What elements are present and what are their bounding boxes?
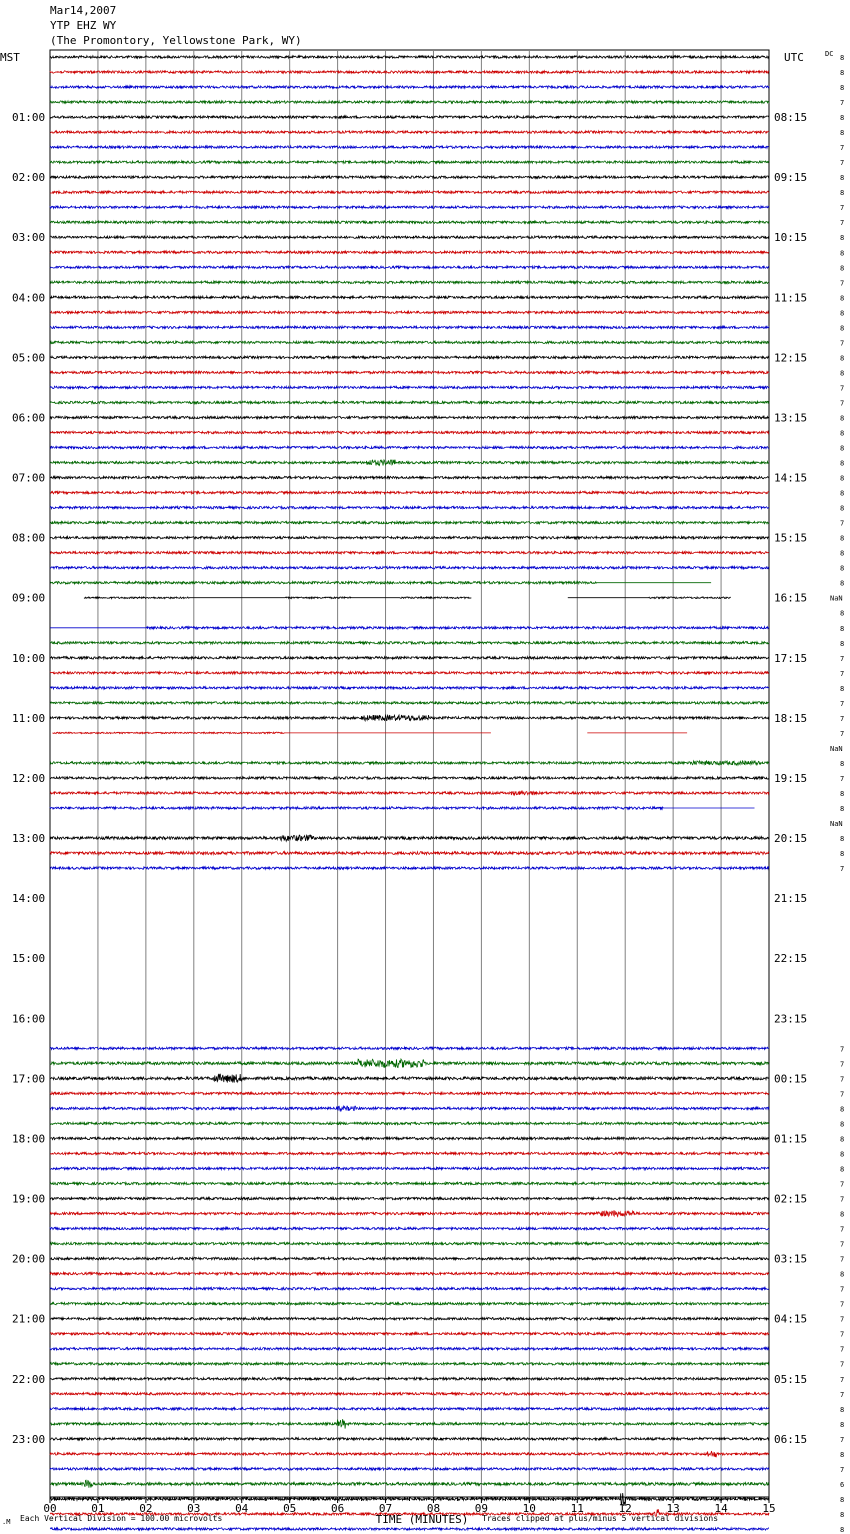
mst-hour-label: 20:00 [12,1252,46,1266]
trace-scale-code: 8 [840,249,845,258]
trace-scale-code: 8 [840,309,845,318]
trace-scale-code: 7 [840,1300,845,1309]
x-tick-label: 06 [330,1502,345,1515]
mst-hour-label: 03:00 [12,231,46,245]
trace-scale-code: 8 [840,835,845,843]
mst-hour-label: 16:00 [12,1012,46,1026]
mst-hour-label: 01:00 [12,111,46,125]
trace-scale-code: 7 [840,159,845,168]
utc-hour-label: 19:15 [774,772,808,785]
trace-line [50,266,769,268]
utc-hour-label: 13:15 [774,411,808,425]
mst-hour-label: 19:00 [12,1192,46,1206]
trace-scale-code: 7 [840,1360,845,1369]
x-tick-label: 13 [666,1502,680,1515]
trace-line [50,1227,769,1229]
trace-line [50,807,769,809]
trace-line [50,161,769,163]
trace-scale-code: 8 [840,639,845,648]
trace-line [50,1408,769,1410]
mst-hour-label: 12:00 [12,772,46,785]
vertical-division-note: Each Vertical Division = 100.00 microvolts [20,1514,223,1523]
trace-line [50,1528,769,1530]
trace-scale-code: 8 [840,684,845,693]
trace-line [50,867,769,869]
trace-scale-code: 8 [840,129,845,138]
trace-line [50,491,769,493]
x-tick-label: 03 [187,1502,201,1515]
trace-scale-code: 8 [840,579,845,588]
mst-axis-label: MST [0,51,20,64]
trace-line [50,191,769,193]
trace-line [50,71,769,73]
trace-line [50,341,769,343]
trace-line [50,1167,769,1169]
utc-hour-label: 10:15 [774,231,808,245]
trace-line [53,732,770,733]
trace-scale-code: 7 [840,669,845,678]
trace-line [50,1287,769,1289]
trace-line [50,446,769,448]
trace-scale-code: 8 [840,534,845,543]
trace-scale-code: NaN [830,820,843,828]
mst-hour-label: 14:00 [12,892,46,906]
trace-line [50,1047,769,1049]
dc-code-label: DC [825,50,834,58]
mst-hour-label: 04:00 [12,291,46,305]
utc-hour-label: 03:15 [774,1252,808,1266]
trace-scale-code: 8 [840,549,845,558]
trace-scale-code: 7 [840,1390,845,1399]
trace-line [50,176,769,178]
mst-hour-label: 11:00 [12,711,46,725]
x-tick-label: 02 [139,1502,153,1515]
utc-hour-label: 01:15 [774,1132,808,1146]
trace-scale-code: 8 [840,504,845,513]
trace-line [50,326,769,328]
x-tick-label: 07 [378,1502,393,1515]
trace-line [50,1438,769,1440]
trace-scale-code: 8 [840,174,845,183]
trace-scale-code: 7 [840,384,845,393]
utc-hour-label: 20:15 [774,832,808,845]
trace-scale-code: 8 [840,1510,845,1519]
trace-scale-code: 8 [840,369,845,378]
trace-line [50,56,769,58]
trace-line [50,206,769,208]
trace-scale-code: 8 [840,1450,845,1459]
utc-axis-label: UTC [784,51,804,64]
x-tick-label: 05 [283,1502,297,1515]
trace-scale-code: 8 [840,609,845,618]
trace-scale-code: 8 [840,1405,845,1414]
trace-scale-code: 8 [840,564,845,573]
utc-hour-label: 16:15 [774,591,808,605]
trace-line [50,1480,769,1488]
trace-scale-code: 8 [840,1165,845,1174]
trace-line [50,476,769,478]
trace-line [50,1137,769,1139]
trace-scale-code: 8 [840,1135,845,1144]
x-tick-label: 08 [426,1502,441,1515]
x-axis-label: TIME (MINUTES) [375,1513,469,1526]
trace-scale-code: 8 [840,414,845,423]
trace-line [50,567,769,569]
trace-line [50,1074,769,1083]
trace-scale-code: 8 [840,189,845,198]
trace-line [84,597,769,599]
trace-scale-code: 8 [840,759,845,768]
trace-scale-code: 8 [840,84,845,92]
trace-scale-code: 7 [840,1060,845,1069]
mst-hour-label: 18:00 [12,1132,46,1146]
trace-scale-code: 7 [840,865,845,874]
trace-scale-code: 7 [840,144,845,153]
trace-line [50,281,769,283]
trace-line [50,687,769,689]
trace-line [50,536,769,538]
mst-hour-label: 06:00 [12,411,46,425]
trace-scale-code: 7 [840,279,845,288]
utc-hour-label: 18:15 [774,711,808,725]
utc-hour-label: 12:15 [774,351,808,365]
mst-hour-label: 05:00 [12,351,46,365]
mst-hour-label: 17:00 [12,1072,46,1086]
trace-scale-code: 8 [840,790,845,798]
trace-line [50,416,769,418]
trace-scale-code: 7 [840,219,845,228]
trace-scale-code: 8 [840,324,845,333]
trace-scale-code: 7 [840,654,845,663]
trace-scale-code: 8 [840,474,845,483]
trace-scale-code: 8 [840,489,845,498]
trace-line [50,386,769,388]
trace-scale-code: NaN [830,744,843,753]
trace-scale-code: 7 [840,339,845,348]
x-tick-label: 11 [570,1502,584,1515]
trace-line [50,356,769,358]
mst-hour-label: 02:00 [12,171,46,185]
trace-scale-code: 7 [840,99,845,108]
corner-mark: .M [2,1518,11,1526]
trace-line [50,702,769,704]
trace-line [50,506,769,508]
trace-line [50,1363,769,1365]
trace-line [50,715,769,721]
trace-line [50,627,769,629]
trace-line [50,1197,769,1199]
mst-hour-label: 21:00 [12,1312,46,1326]
trace-scale-code: 8 [840,1105,845,1114]
x-tick-label: 10 [522,1502,536,1515]
trace-line [50,1468,769,1470]
mst-hour-label: 13:00 [12,832,46,845]
trace-scale-code: 7 [840,1075,845,1084]
trace-scale-code: 8 [840,1150,845,1159]
trace-scale-code: 8 [840,264,845,273]
trace-line [50,1059,769,1068]
trace-scale-code: 8 [840,624,845,633]
utc-hour-label: 22:15 [774,952,808,966]
trace-scale-code: 7 [840,699,845,708]
mst-hour-label: 10:00 [12,651,46,665]
trace-line [50,1451,769,1457]
trace-line [50,1333,769,1335]
trace-line [50,296,769,298]
trace-scale-code: 8 [840,805,845,813]
trace-scale-code: 8 [840,429,845,438]
x-tick-label: 14 [714,1502,728,1515]
trace-scale-code: 7 [840,1045,845,1054]
mst-hour-label: 22:00 [12,1372,46,1386]
mst-hour-label: 07:00 [12,471,46,485]
trace-line [50,1211,769,1217]
trace-scale-code: 6 [840,1480,845,1489]
trace-line [50,761,769,765]
trace-scale-code: 7 [840,519,845,528]
trace-scale-code: 8 [840,1270,845,1279]
utc-hour-label: 08:15 [774,111,808,125]
trace-line [50,431,769,433]
trace-scale-code: 8 [840,1210,845,1219]
trace-scale-code: 7 [840,399,845,408]
trace-line [50,251,769,253]
trace-line [50,1122,769,1124]
utc-hour-label: 15:15 [774,531,808,545]
trace-scale-code: 7 [840,714,845,723]
trace-line [50,460,769,466]
trace-scale-code: 7 [840,1465,845,1474]
location-label: (The Promontory, Yellowstone Park, WY) [50,34,302,47]
x-tick-label: 15 [762,1502,776,1515]
x-tick-label: 01 [91,1502,105,1515]
mst-hour-label: 08:00 [12,531,46,545]
trace-scale-code: 8 [840,114,845,123]
trace-line [50,1092,769,1094]
trace-scale-code: 8 [840,1526,845,1534]
trace-line [50,101,769,103]
trace-scale-code: 7 [840,1240,845,1249]
trace-line [50,371,769,373]
utc-hour-label: 06:15 [774,1432,808,1446]
trace-scale-code: 7 [840,204,845,213]
utc-hour-label: 09:15 [774,171,808,185]
trace-line [50,116,769,118]
trace-line [50,642,769,644]
mst-hour-label: 09:00 [12,591,46,605]
trace-line [50,401,769,403]
utc-hour-label: 04:15 [774,1312,808,1326]
trace-line [50,1378,769,1380]
trace-scale-code: 8 [840,1420,845,1429]
utc-hour-label: 17:15 [774,651,808,665]
trace-scale-code: 8 [840,234,845,243]
trace-scale-code: 8 [840,294,845,303]
utc-hour-label: 05:15 [774,1372,808,1386]
trace-scale-code: 7 [840,1330,845,1339]
trace-scale-code: 7 [840,775,845,783]
trace-line [50,791,769,795]
trace-line [50,1182,769,1184]
trace-line [50,777,769,779]
trace-scale-code: 7 [840,1225,845,1234]
trace-line [50,1393,769,1395]
trace-line [50,131,769,133]
trace-scale-code: 7 [840,1255,845,1264]
trace-line [50,221,769,223]
trace-scale-code: 8 [840,459,845,468]
utc-hour-label: 00:15 [774,1072,808,1086]
x-tick-label: 12 [618,1502,632,1515]
trace-scale-code: 7 [840,729,845,738]
mst-hour-label: 23:00 [12,1432,46,1446]
trace-line [50,1303,769,1305]
x-tick-label: 09 [474,1502,489,1515]
trace-scale-code: 7 [840,1180,845,1189]
trace-line [50,311,769,313]
trace-scale-code: 7 [840,1345,845,1354]
trace-line [50,852,769,855]
utc-hour-label: 02:15 [774,1192,808,1206]
utc-hour-label: 23:15 [774,1012,808,1026]
trace-scale-code: 7 [840,1195,845,1204]
trace-line [50,1272,769,1274]
mst-hour-label: 15:00 [12,952,46,966]
trace-line [50,1419,769,1428]
trace-line [50,1152,769,1154]
trace-line [50,1242,769,1244]
trace-scale-code: 7 [840,1285,845,1294]
trace-scale-code: 8 [840,54,845,62]
utc-hour-label: 21:15 [774,892,808,906]
utc-hour-label: 11:15 [774,291,808,305]
trace-scale-code: 8 [840,1495,845,1504]
clip-note: Traces clipped at plus/minus 5 vertical divisions [482,1514,719,1523]
trace-scale-code: 7 [840,1435,845,1444]
trace-line [50,1348,769,1350]
trace-scale-code: 7 [840,1375,845,1384]
trace-scale-code: 8 [840,1120,845,1129]
plot-date: Mar14,2007 [50,4,117,17]
trace-scale-code: 7 [840,1315,845,1324]
x-tick-label: 04 [235,1502,249,1515]
trace-scale-code: 8 [840,354,845,363]
trace-line [50,835,769,841]
x-tick-label: 00 [43,1502,57,1515]
trace-scale-code: NaN [830,594,843,603]
trace-line [50,1318,769,1320]
utc-hour-label: 14:15 [774,471,808,485]
trace-line [50,672,769,674]
trace-line [50,86,769,88]
trace-line [50,1257,769,1259]
trace-scale-code: 8 [840,69,845,77]
station-title: YTP EHZ WY [50,19,117,32]
trace-line [50,146,769,148]
trace-line [50,582,769,584]
trace-line [50,657,769,659]
trace-line [50,1106,769,1111]
trace-line [50,236,769,238]
trace-scale-code: 8 [840,444,845,453]
trace-scale-code: 8 [840,850,845,859]
trace-line [50,521,769,523]
trace-line [50,552,769,554]
trace-scale-code: 7 [840,1090,845,1099]
